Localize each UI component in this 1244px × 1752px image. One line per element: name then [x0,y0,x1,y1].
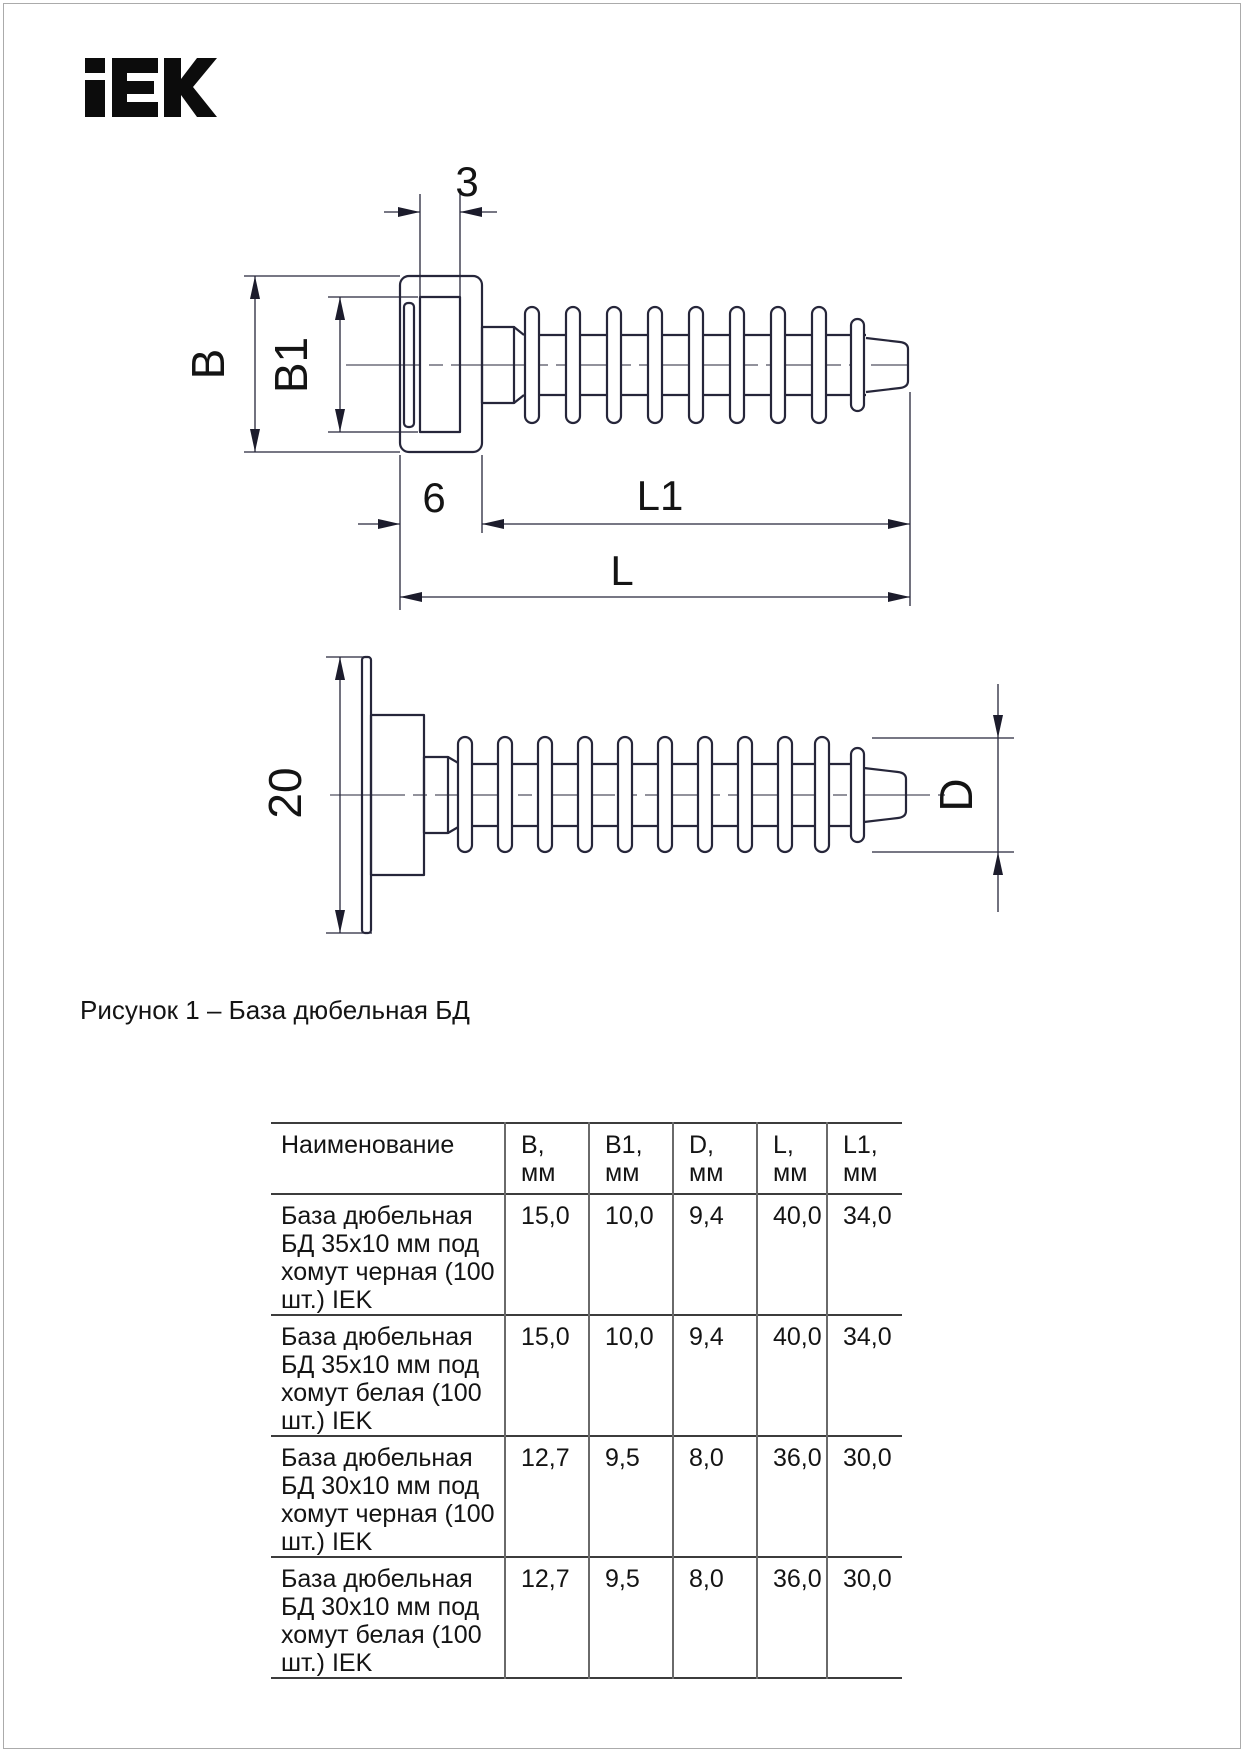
cell-l: 36,0 [757,1557,827,1678]
cell-b: 15,0 [505,1194,589,1315]
cell-l1: 30,0 [827,1557,902,1678]
cell-l1: 34,0 [827,1315,902,1436]
dim-label-6: 6 [422,474,446,521]
cell-d: 8,0 [673,1557,757,1678]
dimension-L1 [482,472,910,529]
dim-label-B1: B1 [265,336,317,394]
col-header-name: Наименование [281,1131,455,1159]
cell-b1: 9,5 [589,1557,673,1678]
col-header-d: D, мм [673,1123,757,1194]
cell-d: 9,4 [673,1194,757,1315]
table-header-row [271,1123,902,1194]
dim-label-L: L [610,547,634,594]
dim-label-D: D [930,778,982,812]
dim-label-B: B [182,348,234,380]
iek-logo-icon [85,58,217,117]
cell-l1: 30,0 [827,1436,902,1557]
cell-product-name: База дюбельная БД 35х10 мм под хомут белая (100 шт.) IEK [281,1323,482,1435]
table-row [271,1436,902,1557]
cell-b1: 10,0 [589,1315,673,1436]
cell-d: 9,4 [673,1315,757,1436]
figure-top-view [182,158,910,610]
dimension-D [872,684,1014,912]
cell-d: 8,0 [673,1436,757,1557]
cell-product-name: База дюбельная БД 30х10 мм под хомут белая (100 шт.) IEK [281,1565,482,1677]
col-header-l: L, мм [757,1123,827,1194]
table-row [271,1557,902,1678]
cell-l: 40,0 [757,1194,827,1315]
cell-product-name: База дюбельная БД 35х10 мм под хомут черная (100 шт.) IEK [281,1202,495,1314]
shaft-ribs [525,307,864,423]
col-header-b1: B1, мм [589,1123,673,1194]
dim-label-L1: L1 [636,472,684,519]
cell-b: 12,7 [505,1436,589,1557]
cell-b: 15,0 [505,1315,589,1436]
cell-b1: 9,5 [589,1436,673,1557]
col-header-l1: L1, мм [827,1123,902,1194]
figure-caption: Рисунок 1 – База дюбельная БД [80,995,470,1025]
cell-b: 12,7 [505,1557,589,1678]
cell-l1: 34,0 [827,1194,902,1315]
cell-l: 36,0 [757,1436,827,1557]
cell-l: 40,0 [757,1315,827,1436]
table-row [271,1315,902,1436]
dimension-6 [358,474,446,529]
dim-label-3: 3 [455,158,479,205]
cell-b1: 10,0 [589,1194,673,1315]
dim-label-20: 20 [259,767,311,819]
col-header-b: B, мм [505,1123,589,1194]
table-row [271,1194,902,1315]
cell-product-name: База дюбельная БД 30х10 мм под хомут черная (100 шт.) IEK [281,1444,495,1556]
spec-table [271,1122,902,1679]
figure-side-view [259,657,1014,933]
dimension-L [400,547,910,602]
